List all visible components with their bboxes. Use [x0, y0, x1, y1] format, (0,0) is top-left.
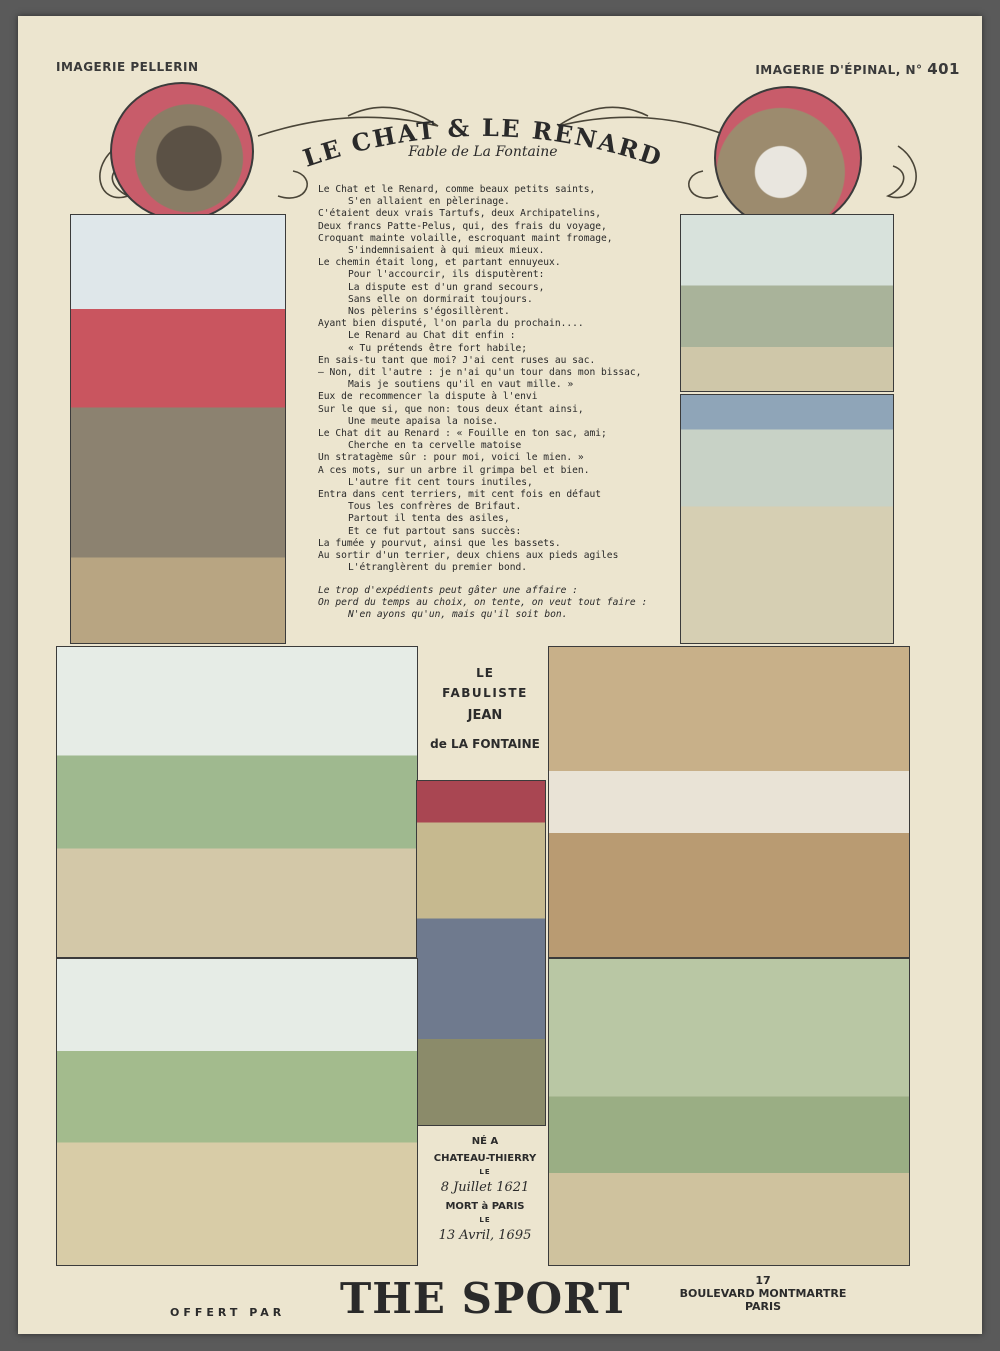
subtitle: Fable de La Fontaine	[408, 144, 558, 160]
svg-text:LE CHAT & LE RENARD	[299, 113, 666, 173]
born-place: CHATEAU-THIERRY	[433, 1153, 537, 1164]
poem-line: Tous les confrères de Brifaut.	[348, 501, 522, 513]
print-number: 401	[927, 60, 960, 78]
poem-line: Au sortir d'un terrier, deux chiens aux pieds agiles	[318, 550, 619, 562]
fabuliste-word: FABULISTE	[442, 686, 528, 700]
poem-line: L'autre fit cent tours inutiles,	[348, 476, 533, 488]
born-date: 8 Juillet 1621	[440, 1180, 530, 1195]
portrait-la-fontaine	[416, 780, 546, 1126]
illustration-cat-in-house	[70, 214, 286, 644]
illustration-cat-fox-argue	[56, 958, 418, 1266]
moral-line: On perd du temps au choix, on tente, on veut tout faire :	[318, 596, 648, 608]
publisher-right-prefix: IMAGERIE D'ÉPINAL, N°	[755, 63, 923, 77]
poem-line: Ayant bien disputé, l'on parla du prochain....	[318, 318, 584, 330]
poem-line: S'en allaient en pèlerinage.	[348, 196, 510, 208]
footer-brand: THE SPORT	[340, 1274, 631, 1323]
death-le: LE	[479, 1216, 491, 1224]
cat-medallion	[714, 86, 862, 230]
poem-line: Entra dans cent terriers, mit cent fois en défaut	[318, 489, 602, 501]
death-label: MORT à PARIS	[445, 1201, 525, 1212]
address-street: BOULEVARD MONTMARTRE	[679, 1287, 847, 1300]
illustration-hunters-and-dogs	[548, 958, 910, 1266]
fabuliste-caption	[420, 666, 550, 751]
poem-line: « Tu prétends être fort habile;	[348, 342, 528, 354]
poem-line: Le Chat dit au Renard : « Fouille en ton sac, ami;	[318, 428, 607, 440]
poem-line: Sans elle on dormirait toujours.	[348, 293, 533, 305]
poem-text	[318, 184, 678, 621]
poem-line: L'étranglèrent du premier bond.	[348, 562, 528, 574]
poem-line: Partout il tenta des asiles,	[348, 513, 510, 525]
poem-line: La dispute est d'un grand secours,	[348, 281, 545, 293]
illustration-cat-fox-on-road	[56, 646, 418, 958]
poem-line: En sais-tu tant que moi? J'ai cent ruses au sac.	[318, 354, 596, 366]
poem-line: Deux francs Patte-Pelus, qui, des frais du voyage,	[318, 220, 607, 232]
title-text: LE CHAT & LE RENARD	[299, 112, 667, 173]
fabuliste-jean: JEAN	[467, 708, 503, 723]
fabuliste-le: LE	[476, 666, 494, 680]
poem-line: Cherche en ta cervelle matoise	[348, 440, 522, 452]
wolf-head-medallion	[110, 82, 254, 221]
born-le: LE	[479, 1168, 491, 1176]
poem-line: Sur le que si, que non: tous deux étant ainsi,	[318, 403, 584, 415]
footer-offered-by: OFFERT PAR	[170, 1306, 286, 1319]
footer-address	[663, 1274, 863, 1313]
address-city: PARIS	[744, 1300, 782, 1313]
illustration-forest-burrow	[680, 214, 894, 392]
print-sheet	[18, 16, 982, 1334]
fabuliste-name: de LA FONTAINE	[430, 737, 540, 751]
illustration-fox-chasing-hens	[680, 394, 894, 644]
moral-line: Le trop d'expédients peut gâter une affaire :	[318, 584, 578, 596]
poem-line: A ces mots, sur un arbre il grimpa bel et bien.	[318, 464, 590, 476]
poem-line: Pour l'accourcir, ils disputèrent:	[348, 269, 545, 281]
poem-line: Croquant mainte volaille, escroquant maint fromage,	[318, 232, 613, 244]
poem-line: — Non, dit l'autre : je n'ai qu'un tour dans mon bissac,	[318, 367, 642, 379]
address-number: 17	[755, 1274, 771, 1287]
poem-line: Nos pèlerins s'égosillèrent.	[348, 306, 510, 318]
moral-line: N'en ayons qu'un, mais qu'il soit bon.	[348, 608, 568, 620]
poem-line: Mais je soutiens qu'il en vaut mille. »	[348, 379, 574, 391]
poem-line: Eux de recommencer la dispute à l'envi	[318, 391, 538, 403]
poem-line: C'étaient deux vrais Tartufs, deux Archipatelins,	[318, 208, 602, 220]
poem-line: Et ce fut partout sans succès:	[348, 525, 522, 537]
illustration-inn-table	[548, 646, 910, 958]
poem-line: Le Renard au Chat dit enfin :	[348, 330, 516, 342]
poem-line: Un stratagème sûr : pour moi, voici le mien. »	[318, 452, 584, 464]
birth-death-caption	[416, 1136, 554, 1243]
publisher-left: IMAGERIE PELLERIN	[56, 60, 199, 74]
born-label: NÉ A	[471, 1136, 499, 1147]
poem-gap	[318, 575, 678, 585]
poem-line: Le Chat et le Renard, comme beaux petits saints,	[318, 184, 596, 195]
poem-line: Une meute apaisa la noise.	[348, 415, 499, 427]
publisher-right	[755, 60, 960, 78]
poem-line: Le chemin était long, et partant ennuyeux.	[318, 257, 561, 269]
death-date: 13 Avril, 1695	[438, 1228, 532, 1243]
poem-line: La fumée y pourvut, ainsi que les bassets.	[318, 537, 561, 549]
poem-line: S'indemnisaient à qui mieux mieux.	[348, 245, 545, 257]
